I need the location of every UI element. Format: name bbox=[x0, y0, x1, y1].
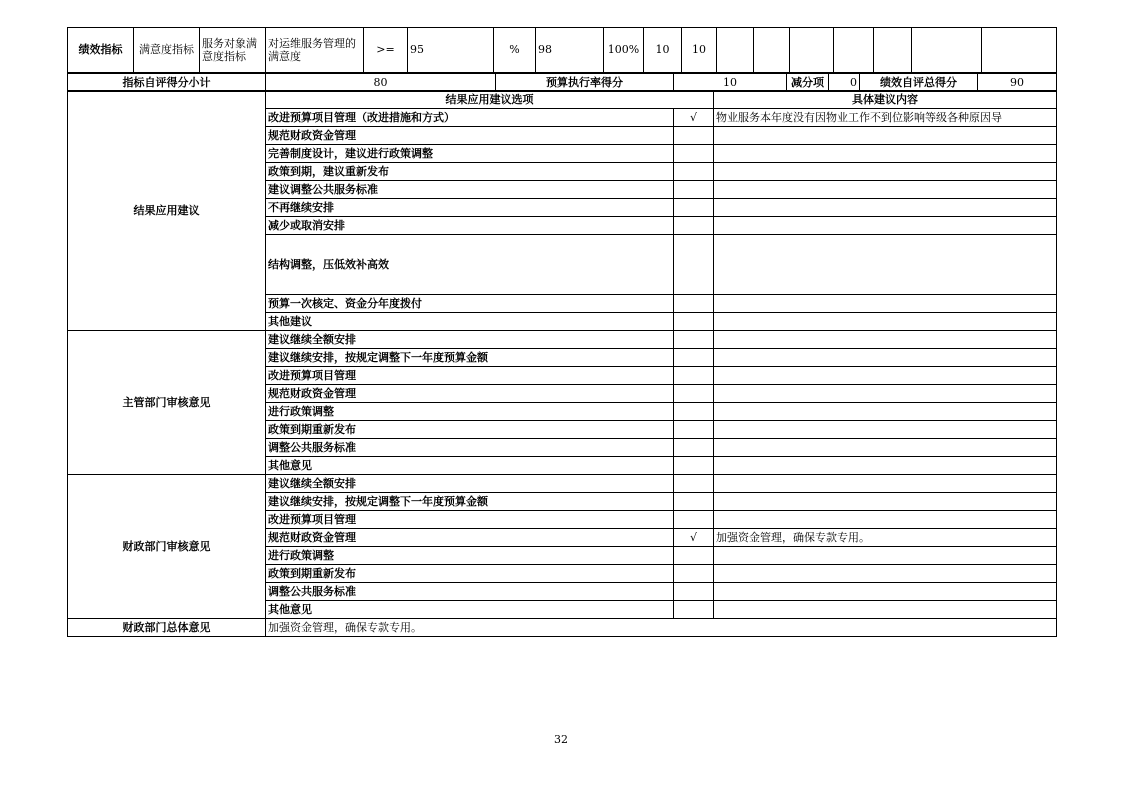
check-mark bbox=[674, 565, 714, 583]
table-row bbox=[68, 475, 1057, 493]
detail-text bbox=[714, 349, 1057, 367]
summary-label: 指标自评得分小计 bbox=[68, 74, 266, 92]
check-mark bbox=[674, 163, 714, 181]
detail-text bbox=[714, 583, 1057, 601]
detail-text bbox=[714, 127, 1057, 145]
overall-opinion-row bbox=[68, 619, 1057, 637]
check-mark bbox=[674, 127, 714, 145]
option-label: 建议继续安排，按规定调整下一年度预算金额 bbox=[266, 349, 674, 367]
empty-cell bbox=[717, 28, 754, 73]
empty-cell bbox=[874, 28, 912, 73]
detail-text bbox=[714, 313, 1057, 331]
option-label: 建议继续全额安排 bbox=[266, 331, 674, 349]
option-label: 减少或取消安排 bbox=[266, 217, 674, 235]
option-label: 建议继续全额安排 bbox=[266, 475, 674, 493]
detail-text bbox=[714, 385, 1057, 403]
detail-text bbox=[714, 163, 1057, 181]
option-label: 进行政策调整 bbox=[266, 403, 674, 421]
suggestion-table bbox=[67, 90, 1057, 637]
detail-text bbox=[714, 145, 1057, 163]
detail-text bbox=[714, 439, 1057, 457]
page-number: 32 bbox=[554, 733, 568, 746]
indicator-weight: 10 bbox=[644, 28, 682, 73]
check-mark bbox=[674, 511, 714, 529]
check-mark: √ bbox=[674, 529, 714, 547]
total-score-label: 绩效自评总得分 bbox=[860, 74, 978, 92]
check-mark bbox=[674, 421, 714, 439]
indicator-name: 对运维服务管理的满意度 bbox=[266, 28, 364, 73]
option-label: 政策到期重新发布 bbox=[266, 421, 674, 439]
detail-text bbox=[714, 421, 1057, 439]
option-label: 建议继续安排，按规定调整下一年度预算金额 bbox=[266, 493, 674, 511]
detail-text bbox=[714, 199, 1057, 217]
option-label: 其他意见 bbox=[266, 457, 674, 475]
indicator-score: 10 bbox=[682, 28, 717, 73]
option-label: 完善制度设计，建议进行政策调整 bbox=[266, 145, 674, 163]
detail-text bbox=[714, 475, 1057, 493]
option-label: 进行政策调整 bbox=[266, 547, 674, 565]
option-label: 改进预算项目管理 bbox=[266, 367, 674, 385]
check-mark bbox=[674, 583, 714, 601]
options-header: 结果应用建议选项 bbox=[266, 91, 714, 109]
summary-value: 80 bbox=[266, 74, 496, 92]
option-label: 政策到期重新发布 bbox=[266, 565, 674, 583]
detail-text bbox=[714, 367, 1057, 385]
check-mark bbox=[674, 313, 714, 331]
detail-text bbox=[714, 403, 1057, 421]
check-mark bbox=[674, 295, 714, 313]
check-mark bbox=[674, 199, 714, 217]
budget-execution-value: 10 bbox=[674, 74, 787, 92]
deduction-label: 减分项 bbox=[787, 74, 829, 92]
empty-cell bbox=[912, 28, 982, 73]
option-label: 规范财政资金管理 bbox=[266, 529, 674, 547]
indicator-category-1: 绩效指标 bbox=[68, 28, 134, 73]
check-mark bbox=[674, 367, 714, 385]
indicator-category-2: 满意度指标 bbox=[134, 28, 200, 73]
check-mark bbox=[674, 385, 714, 403]
empty-cell bbox=[834, 28, 874, 73]
detail-text bbox=[714, 547, 1057, 565]
check-mark bbox=[674, 493, 714, 511]
deduction-value: 0 bbox=[829, 74, 860, 92]
detail-text bbox=[714, 295, 1057, 313]
indicator-category-3: 服务对象满意度指标 bbox=[200, 28, 266, 73]
total-score-value: 90 bbox=[978, 74, 1057, 92]
option-label: 结构调整，压低效补高效 bbox=[266, 235, 674, 295]
option-label: 建议调整公共服务标准 bbox=[266, 181, 674, 199]
check-mark bbox=[674, 457, 714, 475]
option-label: 改进预算项目管理 bbox=[266, 511, 674, 529]
empty-cell bbox=[790, 28, 834, 73]
check-mark bbox=[674, 403, 714, 421]
indicator-actual: 98 bbox=[536, 28, 604, 73]
performance-indicator-row bbox=[68, 28, 1057, 73]
check-mark bbox=[674, 601, 714, 619]
finance-section-title: 财政部门审核意见 bbox=[68, 475, 266, 619]
detail-text bbox=[714, 331, 1057, 349]
overall-opinion-value: 加强资金管理，确保专款专用。 bbox=[266, 619, 1057, 637]
check-mark bbox=[674, 439, 714, 457]
detail-text bbox=[714, 181, 1057, 199]
detail-text: 加强资金管理，确保专款专用。 bbox=[714, 529, 1057, 547]
option-label: 调整公共服务标准 bbox=[266, 583, 674, 601]
indicator-unit: % bbox=[494, 28, 536, 73]
suggestion-header-row bbox=[68, 91, 1057, 109]
option-label: 改进预算项目管理（改进措施和方式） bbox=[266, 109, 674, 127]
check-mark bbox=[674, 331, 714, 349]
detail-text bbox=[714, 511, 1057, 529]
detail-text bbox=[714, 457, 1057, 475]
summary-row bbox=[68, 74, 1057, 92]
option-label: 其他意见 bbox=[266, 601, 674, 619]
result-section-title: 结果应用建议 bbox=[68, 91, 266, 331]
detail-text bbox=[714, 493, 1057, 511]
detail-text bbox=[714, 235, 1057, 295]
option-label: 其他建议 bbox=[266, 313, 674, 331]
detail-text: 物业服务本年度没有因物业工作不到位影响等级各种原因导 bbox=[714, 109, 1057, 127]
indicator-operator: >= bbox=[364, 28, 408, 73]
check-mark: √ bbox=[674, 109, 714, 127]
option-label: 政策到期，建议重新发布 bbox=[266, 163, 674, 181]
option-label: 规范财政资金管理 bbox=[266, 385, 674, 403]
indicator-completion: 100% bbox=[604, 28, 644, 73]
table-row bbox=[68, 331, 1057, 349]
option-label: 预算一次核定、资金分年度拨付 bbox=[266, 295, 674, 313]
empty-cell bbox=[982, 28, 1057, 73]
check-mark bbox=[674, 145, 714, 163]
check-mark bbox=[674, 217, 714, 235]
details-header: 具体建议内容 bbox=[714, 91, 1057, 109]
option-label: 调整公共服务标准 bbox=[266, 439, 674, 457]
performance-indicator-table bbox=[67, 27, 1057, 73]
check-mark bbox=[674, 349, 714, 367]
check-mark bbox=[674, 547, 714, 565]
overall-opinion-label: 财政部门总体意见 bbox=[68, 619, 266, 637]
check-mark bbox=[674, 475, 714, 493]
check-mark bbox=[674, 181, 714, 199]
indicator-target: 95 bbox=[408, 28, 494, 73]
detail-text bbox=[714, 565, 1057, 583]
option-label: 不再继续安排 bbox=[266, 199, 674, 217]
dept-section-title: 主管部门审核意见 bbox=[68, 331, 266, 475]
check-mark bbox=[674, 235, 714, 295]
detail-text bbox=[714, 217, 1057, 235]
budget-execution-label: 预算执行率得分 bbox=[496, 74, 674, 92]
detail-text bbox=[714, 601, 1057, 619]
option-label: 规范财政资金管理 bbox=[266, 127, 674, 145]
empty-cell bbox=[754, 28, 790, 73]
